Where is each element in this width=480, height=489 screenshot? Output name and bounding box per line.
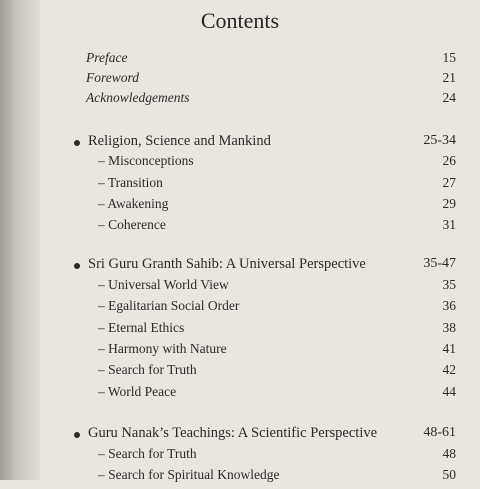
toc-entry-page: 24	[442, 90, 456, 105]
toc-section-label: – Transition	[98, 175, 163, 190]
toc-section-label: – Harmony with Nature	[98, 341, 227, 356]
toc-section	[0, 384, 480, 406]
toc-entry-page: 21	[442, 70, 456, 85]
toc-section	[0, 153, 480, 175]
toc-section	[0, 446, 480, 468]
toc-section-label: – Search for Truth	[98, 446, 197, 461]
toc-section-page: 48	[442, 446, 456, 461]
toc-entry-label: Foreword	[86, 70, 139, 85]
toc-chapter-pages: 48-61	[423, 425, 456, 440]
toc-section-page: 36	[442, 298, 456, 313]
toc-chapter-2	[0, 256, 480, 278]
toc-section	[0, 217, 480, 239]
toc-section	[0, 362, 480, 384]
toc-chapter-pages: 35-47	[423, 256, 456, 271]
toc-section-page: 31	[442, 217, 456, 232]
toc-section-label: – Search for Truth	[98, 362, 197, 377]
toc-section-label: – Awakening	[98, 196, 169, 211]
toc-entry-page: 15	[442, 50, 456, 65]
toc-entry-label: Preface	[86, 50, 128, 65]
toc-chapter-title: Sri Guru Granth Sahib: A Universal Perspective	[88, 256, 366, 272]
toc-section	[0, 298, 480, 320]
bullet-icon	[74, 432, 80, 438]
toc-section-page: 35	[442, 277, 456, 292]
toc-section	[0, 320, 480, 342]
toc-section-page: 38	[442, 320, 456, 335]
toc-entry-preface	[0, 50, 480, 72]
page-title: Contents	[200, 8, 280, 33]
toc-chapter-3	[0, 425, 480, 447]
toc-section-label: – Search for Spiritual Knowledge	[98, 467, 280, 482]
toc-section-label: – World Peace	[98, 384, 177, 399]
toc-section-label: – Universal World View	[98, 277, 229, 292]
toc-section-page: 29	[442, 196, 456, 211]
bullet-icon	[74, 140, 80, 146]
toc-chapter-title: Guru Nanak’s Teachings: A Scientific Perspective	[88, 425, 378, 441]
toc-section-label: – Coherence	[98, 217, 166, 232]
toc-section	[0, 175, 480, 197]
toc-section-label: – Egalitarian Social Order	[98, 298, 240, 313]
toc-entry-acknowledgements	[0, 90, 480, 112]
toc-section-page: 42	[442, 362, 456, 377]
toc-section-page: 27	[442, 175, 456, 190]
toc-entry-foreword	[0, 70, 480, 92]
bullet-icon	[74, 263, 80, 269]
toc-section	[0, 277, 480, 299]
toc-section-label: – Misconceptions	[98, 153, 194, 168]
toc-section	[0, 196, 480, 218]
toc-chapter-1	[0, 133, 480, 155]
toc-section	[0, 341, 480, 363]
toc-chapter-title: Religion, Science and Mankind	[88, 133, 271, 149]
toc-section-page: 26	[442, 153, 456, 168]
toc-section-page: 50	[442, 467, 456, 482]
toc-section-page: 44	[442, 384, 456, 399]
toc-chapter-pages: 25-34	[423, 133, 456, 148]
toc-section	[0, 467, 480, 489]
toc-section-label: – Eternal Ethics	[98, 320, 185, 335]
toc-section-page: 41	[442, 341, 456, 356]
toc-entry-label: Acknowledgements	[86, 90, 190, 105]
